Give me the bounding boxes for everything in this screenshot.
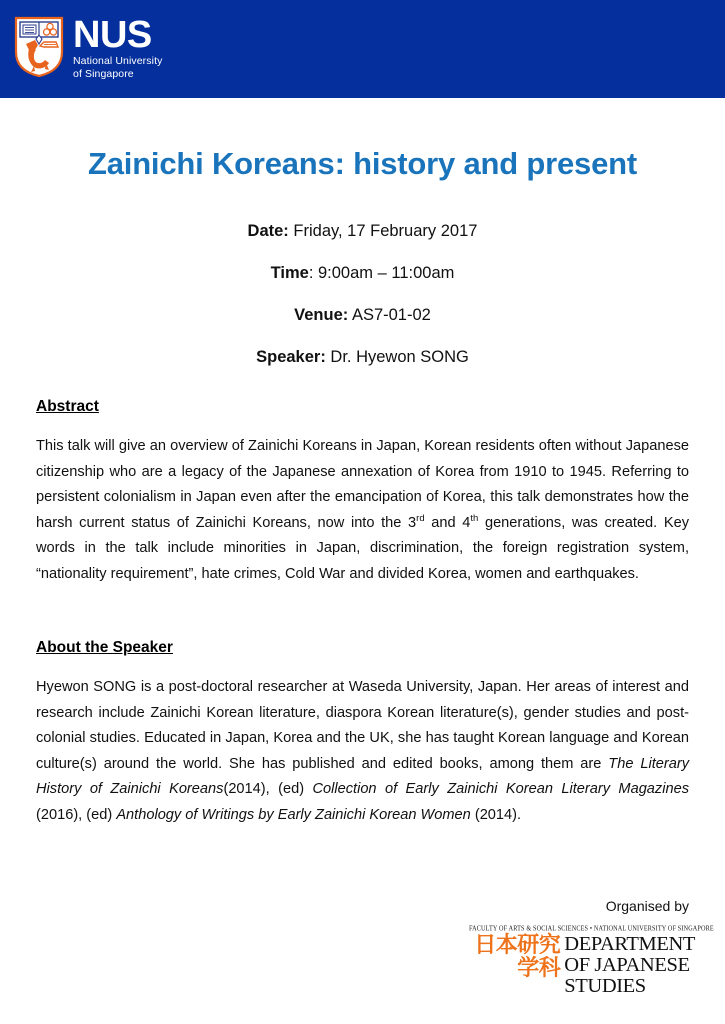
- abstract-text-part-2: and 4: [424, 514, 471, 531]
- abstract-paragraph: [36, 434, 689, 587]
- organised-by-label: Organised by: [605, 898, 689, 914]
- nus-acronym: NUS: [73, 14, 152, 56]
- book-title-2: Collection of Early Zainichi Korean Literary Magazines: [312, 781, 689, 797]
- dept-japanese-line-2: 学科: [517, 956, 561, 981]
- book-title-1: The Literary History of Zainichi Koreans: [36, 755, 689, 797]
- event-venue-label: Venue:: [294, 306, 349, 324]
- dept-japanese-name: [474, 934, 560, 980]
- event-time-line: [0, 262, 725, 284]
- event-date-value: Friday, 17 February 2017: [288, 222, 478, 240]
- header-band: [0, 0, 725, 98]
- dept-english-line-1: DEPARTMENT: [564, 933, 695, 955]
- event-time-value: : 9:00am – 11:00am: [308, 264, 455, 282]
- abstract-text-part-3: generations, was created. Key words in the talk include minorities in Japan, discrimination, the foreign registration system, “nationality requirement”, hate crimes, Cold War and divided Korea, women and earthquakes.: [36, 514, 690, 582]
- event-venue-line: [0, 304, 725, 326]
- nus-crest-icon: [14, 16, 64, 78]
- event-time-label: Time: [270, 264, 309, 282]
- event-date-line: [0, 220, 725, 242]
- nus-sub-line-1: National University: [73, 55, 163, 67]
- page-title: Zainichi Koreans: history and present: [88, 146, 637, 181]
- nus-logo: [14, 16, 162, 80]
- event-speaker-label: Speaker:: [256, 348, 326, 366]
- about-speaker-heading: About the Speaker: [36, 639, 173, 656]
- dept-english-line-2: OF JAPANESE: [564, 954, 690, 976]
- abstract-superscript-rd: rd: [416, 512, 425, 524]
- event-details: [0, 220, 725, 368]
- about-speaker-paragraph: [36, 675, 689, 828]
- nus-sub-line-2: of Singapore: [73, 67, 134, 80]
- footer: [0, 898, 725, 997]
- speaker-text-part-1: Hyewon SONG is a post-doctoral researcher at Waseda University, Japan. Her areas of interest and research include Zainichi Korean literature, diaspora Korean literature(s), gender studies and post-colonial studies. Educated in Japan, Korea and the UK, she has taught Korean language and Korean culture(s) around the world. She has published and edited books, among them are: [36, 679, 689, 772]
- event-speaker-value: Dr. Hyewon SONG: [325, 348, 469, 366]
- abstract-heading: Abstract: [36, 398, 99, 415]
- dept-english-line-3: STUDIES: [564, 975, 646, 997]
- document-body: [0, 98, 725, 828]
- speaker-text-mid-1: (2014), (ed): [223, 781, 313, 797]
- nus-wordmark: [73, 16, 162, 80]
- event-speaker-line: [0, 346, 725, 368]
- dept-japanese-line-1: 日本研究: [474, 933, 561, 958]
- abstract-text-part-1: This talk will give an overview of Zainichi Koreans in Japan, Korean residents often without Japanese citizenship who are a legacy of the Japanese annexation of Korea from 1910 to 1945. Referring to persistent colonialism in Japan even after the emancipation of Korea, this talk demonstrates how the harsh current status of Zainichi Koreans, now into the 3: [36, 438, 689, 531]
- book-title-3: Anthology of Writings by Early Zainichi Korean Women: [116, 806, 471, 823]
- department-of-japanese-studies-logo: [469, 924, 714, 997]
- faculty-line: FACULTY OF ARTS & SOCIAL SCIENCES • NATIONAL UNIVERSITY OF SINGAPORE: [469, 924, 714, 933]
- section-spacer: [36, 587, 689, 609]
- abstract-superscript-th: th: [470, 512, 479, 524]
- content-area: [36, 398, 689, 828]
- event-date-label: Date:: [247, 222, 289, 240]
- speaker-text-mid-3: (2014).: [470, 806, 522, 823]
- event-venue-value: AS7-01-02: [348, 306, 431, 324]
- dept-logo-main: [469, 934, 695, 997]
- dept-english-name: [564, 934, 695, 997]
- speaker-text-mid-2: (2016), (ed): [36, 806, 117, 823]
